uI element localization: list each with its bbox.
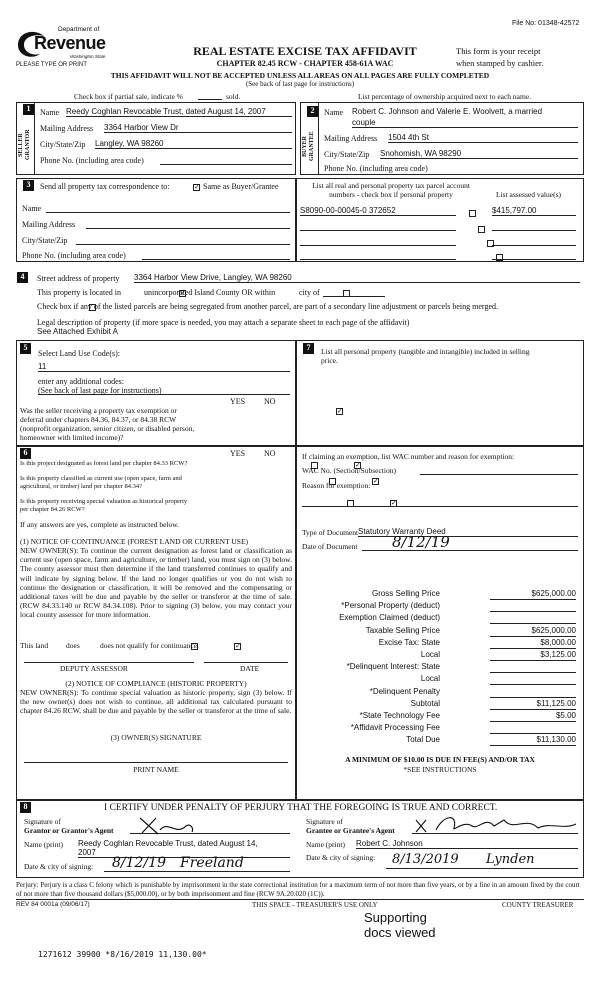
legal-description-field[interactable]: See Attached Exhibit A [37, 327, 118, 336]
seller-phone-label: Phone No. (including area code) [40, 156, 144, 165]
notice-continuance-title: (1) NOTICE OF CONTINUANCE (FOREST LAND OR CURRENT USE) [20, 537, 249, 546]
s6-no-header: NO [264, 449, 276, 458]
revenue-logo [14, 26, 124, 66]
does-not-qualify-checkbox[interactable] [234, 643, 241, 650]
tax-row-label: *State Technology Fee [359, 711, 440, 720]
buyer-name-field-2[interactable]: couple [352, 118, 578, 128]
corr-city-label: City/State/Zip [22, 236, 68, 245]
section-1-number: 1 [23, 104, 34, 115]
grantee-sig-label-1: Signature of [306, 817, 343, 826]
segregated-label: Check box if any of the listed parcels are being segregated from another parcel, are part of a secondary line adjustment or parcels being merged. [37, 302, 498, 311]
partial-sale-label: Check box if partial sale, indicate % [74, 92, 183, 101]
grantee-signature-scribble [414, 812, 580, 836]
corr-mailing-field[interactable] [86, 228, 290, 229]
personal-property-label-1: List all personal property (tangible and intangible) included in selling [321, 347, 530, 356]
does-not-label: does not qualify for continuance. [100, 641, 199, 650]
tax-row-label: Local [420, 650, 440, 659]
grantee-sig-label-2: Grantee or Grantee's Agent [306, 826, 395, 835]
file-number: File No: 01348-42572 [512, 20, 580, 27]
current-use-question-2: agricultural, or timber) land per chapter 84.34? [20, 483, 143, 490]
tax-row-label: *Personal Property (deduct) [341, 601, 440, 611]
tax-row-label: Taxable Selling Price [365, 625, 440, 635]
treasurer-space-label: THIS SPACE - TREASURER'S USE ONLY [252, 901, 378, 909]
city-of-field[interactable] [323, 296, 385, 297]
reason-label: Reason for exemption: [302, 481, 371, 490]
section-8-number: 8 [20, 802, 31, 813]
receipt-line: 1271612 39900 *8/16/2019 11,130.00* [38, 950, 207, 959]
doc-date-field[interactable]: 8/12/19 [362, 535, 578, 551]
grantee-city-value: Lynden [486, 852, 535, 867]
form-title: REAL ESTATE EXCISE TAX AFFIDAVIT [193, 44, 417, 58]
s5-yes-header: YES [230, 397, 246, 406]
grantor-name-field-2[interactable]: 2007 [78, 848, 290, 858]
see-instructions-note: *SEE INSTRUCTIONS [403, 765, 477, 774]
tax-row-label: Local [420, 674, 440, 684]
section-7-number: 7 [303, 343, 314, 354]
land-use-code-field[interactable]: 11 [38, 362, 290, 372]
section-3-number: 3 [23, 180, 34, 191]
form-revision: REV 84 0001a (09/06/17) [16, 901, 90, 908]
if-yes-note: If any answers are yes, complete as instructed below. [20, 520, 180, 529]
section-2-number: 2 [307, 106, 318, 117]
grantor-date-label: Date & city of signing: [24, 862, 94, 871]
current-use-question-1: Is this property classified as current use (open space, farm and [20, 475, 182, 482]
tax-row-label: Exemption Claimed (deduct) [339, 613, 440, 623]
personal-property-label-2: price. [321, 356, 338, 365]
notice-compliance-title: (2) NOTICE OF COMPLIANCE (HISTORIC PROPERTY) [65, 679, 247, 688]
parcel-number-field-4[interactable] [300, 259, 456, 260]
receipt-note-2: when stamped by cashier. [456, 58, 544, 68]
tax-row-value[interactable] [490, 674, 576, 685]
seller-tab: SELLER GRANTOR [18, 129, 31, 161]
tax-row-value[interactable] [490, 613, 576, 624]
unincorporated-label: unincorporated Island County OR within [144, 288, 276, 297]
seller-city-field[interactable]: Langley, WA 98260 [95, 139, 292, 149]
assessed-value-field-2[interactable] [492, 230, 576, 231]
street-address-field[interactable]: 3364 Harbor View Drive, Langley, WA 98260 [134, 273, 580, 283]
county-treasurer-label: COUNTY TREASURER [502, 901, 574, 909]
owner-signature-label: (3) OWNER(S) SIGNATURE [110, 733, 202, 742]
see-back-note: (See back of last page for instructions) [245, 80, 355, 88]
ownership-note: List percentage of ownership acquired next to each name. [358, 92, 532, 101]
grantor-sig-label-1: Signature of [24, 817, 61, 826]
located-label: This property is located in [37, 288, 121, 297]
same-as-buyer-label: Same as Buyer/Grantee [203, 182, 279, 191]
additional-codes-label: enter any additional codes: [38, 377, 124, 386]
logo-state: Washington State [70, 54, 106, 59]
tax-row-value[interactable]: $5.00 [490, 711, 576, 722]
tax-row-value[interactable] [490, 601, 576, 612]
doc-type-label: Type of Document [302, 528, 359, 537]
buyer-name-label: Name [324, 108, 344, 117]
minimum-fee-note: A MINIMUM OF $10.00 IS DUE IN FEE(S) AND/OR TAX [345, 755, 535, 764]
corr-name-field[interactable] [46, 212, 290, 213]
seller-name-field[interactable]: Reedy Coghlan Revocable Trust, dated August 14, 2007 [66, 107, 292, 117]
section-5-number: 5 [20, 343, 31, 354]
grantee-date-label: Date & city of signing: [306, 853, 376, 862]
personal-property-checkbox-1[interactable] [469, 210, 476, 217]
buyer-city-field[interactable]: Snohomish, WA 98290 [380, 149, 578, 159]
forest-land-question: Is this project designated as forest land per chapter 84.33 RCW? [20, 460, 188, 467]
logo-name: Revenue [34, 33, 106, 53]
seller-name-label: Name [40, 108, 60, 117]
wac-field[interactable] [420, 474, 578, 475]
parcel-header-2: numbers - check box if personal property [329, 190, 453, 199]
buyer-phone-label: Phone No. (including area code) [324, 164, 428, 173]
sold-label: sold. [226, 92, 241, 101]
grantor-name-field[interactable]: Reedy Coghlan Revocable Trust, dated August 14, [78, 839, 258, 848]
tax-row-label: *Affidavit Processing Fee [350, 723, 440, 733]
same-as-buyer-checkbox[interactable] [193, 184, 200, 191]
grantor-name-label: Name (print) [24, 840, 63, 849]
perjury-notice: Perjury: Perjury is a class C felony which is punishable by imprisonment in the state correctional institution for a maximum term of not more than five years, or by a fine in an amount fixed by the court of not more than five thousand dollars ($5,000.00), or by both imprisonment and fine (RCW 9A.20.020 (1C)). [16, 881, 580, 898]
corr-name-label: Name [22, 204, 42, 213]
assessed-header: List assessed value(s) [496, 190, 561, 199]
tax-row-label: Subtotal [410, 698, 440, 708]
logo-department: Department of [58, 26, 100, 33]
supporting-docs-stamp-1: Supporting [364, 910, 427, 925]
buyer-tab: BUYER GRANTEE [302, 131, 315, 161]
land-use-label: Select Land Use Code(s): [38, 349, 120, 358]
warning-banner: THIS AFFIDAVIT WILL NOT BE ACCEPTED UNLESS ALL AREAS ON ALL PAGES ARE FULLY COMPLETED [110, 71, 490, 80]
corr-mailing-label: Mailing Address [22, 220, 76, 229]
tax-row-label: *Delinquent Penalty [369, 686, 440, 696]
this-land-label: This land [20, 641, 49, 650]
corr-phone-field[interactable] [142, 259, 290, 260]
buyer-city-label: City/State/Zip [324, 150, 370, 159]
doc-date-label: Date of Document [302, 542, 358, 551]
grantee-name-field[interactable]: Robert C. Johnson [356, 839, 578, 849]
tax-row-value[interactable]: $625,000.00 [490, 626, 576, 637]
partial-sale-percent-field[interactable] [198, 99, 222, 100]
grantee-name-label: Name (print) [306, 840, 345, 849]
grantor-date-value: 8/12/19 [112, 855, 166, 871]
parcel-header-1: List all real and personal property tax parcel account [312, 181, 470, 190]
s5-no-header: NO [264, 397, 276, 406]
personal-property-checkbox-2[interactable] [478, 226, 485, 233]
exemption-question-1: Was the seller receiving a property tax exemption or [20, 406, 177, 415]
corr-city-field[interactable] [76, 244, 290, 245]
tax-row-label: Total Due [406, 735, 440, 745]
section-4-number: 4 [17, 272, 28, 283]
certify-statement: I CERTIFY UNDER PENALTY OF PERJURY THAT THE FOREGOING IS TRUE AND CORRECT. [104, 803, 498, 813]
does-label: does [66, 641, 80, 650]
street-label: Street address of property [37, 274, 120, 283]
send-correspondence-label: Send all property tax correspondence to: [40, 182, 170, 191]
notice-compliance-body: NEW OWNER(S): To continue special valuation as historic property, sign (3) below. If the new owner(s) does not wish to continue, all additional tax calculated pursuant to chapter 84.26 RCW, shall be due and payable by the seller or transferor at the time of sale. [20, 688, 292, 716]
tax-row-value[interactable]: $625,000.00 [490, 589, 576, 600]
reason-field[interactable] [302, 506, 578, 507]
tax-row-value[interactable] [490, 723, 576, 734]
exemption-question-4: homeowner with limited income)? [20, 433, 124, 442]
owner-signature-line[interactable] [24, 762, 288, 763]
historic-question-1: Is this property receiving special valuation as historical property [20, 498, 188, 505]
seller-city-label: City/State/Zip [40, 140, 86, 149]
parcel-number-field-2[interactable] [300, 230, 456, 231]
city-of-label: city of [299, 288, 320, 297]
doc-type-field[interactable]: Statutory Warranty Deed [358, 527, 578, 537]
grantee-date-value: 8/13/2019 [392, 852, 459, 867]
seller-mailing-field[interactable]: 3364 Harbor View Dr [104, 123, 292, 133]
tax-row-label: Excise Tax: State [378, 637, 440, 647]
tax-row-value[interactable] [490, 687, 576, 698]
tax-row-value[interactable]: $3,125.00 [490, 650, 576, 661]
assessed-value-field[interactable]: $415,797.00 [492, 206, 576, 216]
exemption-question-2: deferral under chapters 84.36, 84.37, or 84.38 RCW [20, 415, 177, 424]
please-type: PLEASE TYPE OR PRINT [16, 62, 87, 68]
buyer-name-field[interactable]: Robert C. Johnson and Valerie E. Woolvett, a married [352, 107, 543, 116]
seller-mailing-label: Mailing Address [40, 124, 94, 133]
deputy-assessor-label: DEPUTY ASSESSOR [60, 664, 128, 673]
tax-row-value[interactable]: $8,000.00 [490, 638, 576, 649]
notice-continuance-body: NEW OWNER(S): To continue the current designation as forest land or classification as current use (open space, farm and agriculture, or timber) land, you must sign on (3) below. The county assessor must then determine if the land transferred continues to qualify and will indicate by signing below. If the land no longer qualifies or you do not wish to continue the designation or classification, it will be removed and the compensating or additional taxes will be due and payable by the seller or transferor at the time of sale. (RCW 84.33.140 or RCW 84.34.108). Prior to signing (3) below, you may contact your local county assessor for more information. [20, 546, 292, 620]
wac-label: WAC No. (Section/Subsection) [302, 466, 396, 475]
parcel-number-field[interactable]: S8090-00-00045-0 372652 [300, 206, 456, 216]
supporting-docs-stamp-2: docs viewed [364, 925, 436, 940]
tax-row-value[interactable]: $11,130.00 [490, 735, 576, 746]
grantor-sig-label-2: Grantor or Grantor's Agent [24, 826, 114, 835]
print-name-label: PRINT NAME [133, 765, 179, 774]
assessed-value-field-3[interactable] [492, 245, 576, 246]
claiming-exemption-label: If claiming an exemption, list WAC number and reason for exemption: [302, 452, 515, 461]
grantor-city-value: Freeland [180, 855, 244, 871]
historic-question-2: per chapter 84.26 RCW? [20, 506, 85, 513]
buyer-mailing-label: Mailing Address [324, 134, 378, 143]
s6-yes-header: YES [230, 449, 246, 458]
tax-row-value[interactable] [490, 662, 576, 673]
tax-row-value[interactable]: $11,125.00 [490, 699, 576, 710]
seller-phone-field[interactable] [160, 164, 292, 165]
corr-phone-label: Phone No. (including area code) [22, 251, 126, 260]
grantor-signature-scribble [136, 814, 196, 836]
receipt-note-1: This form is your receipt [456, 46, 541, 56]
buyer-mailing-field[interactable]: 1504 4th St [388, 133, 578, 143]
tax-row-label: Gross Selling Price [371, 589, 440, 598]
section-6-number: 6 [20, 448, 31, 459]
date-label: DATE [240, 664, 260, 673]
assessed-value-field-4[interactable] [492, 259, 576, 260]
parcel-number-field-3[interactable] [300, 245, 456, 246]
exemption-question-3: (nonprofit organization, senior citizen, or disabled person, [20, 424, 195, 433]
tax-row-label: *Delinquent Interest: State [346, 662, 440, 672]
legal-description-label: Legal description of property (if more space is needed, you may attach a separate sheet to each page of the affidavit) [37, 318, 410, 327]
land-use-see-back: (See back of last page for instructions) [38, 386, 162, 395]
form-chapter: CHAPTER 82.45 RCW - CHAPTER 458-61A WAC [216, 59, 394, 68]
